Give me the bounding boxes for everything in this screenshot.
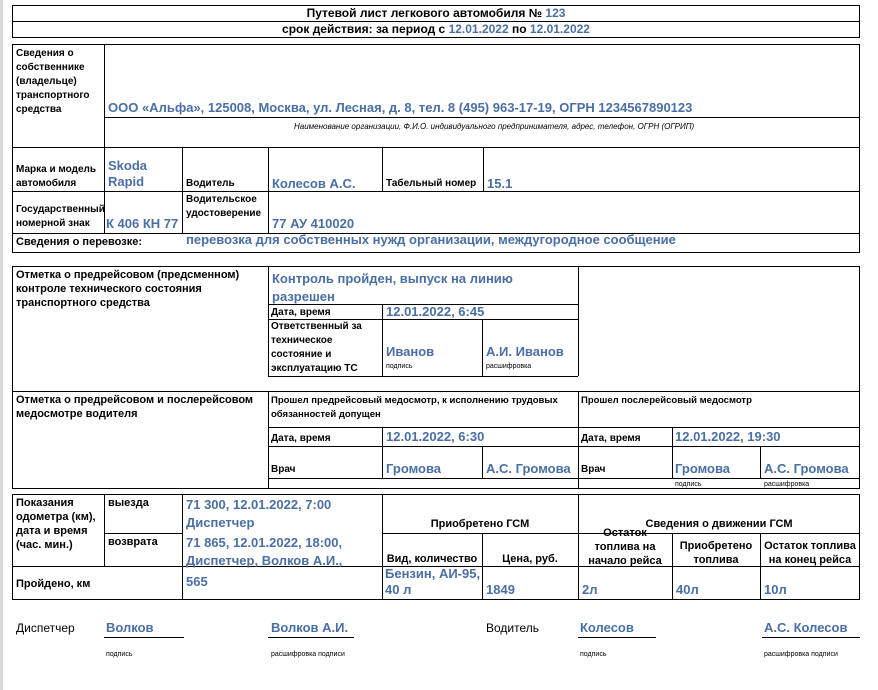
post-doctor-name: А.С. Громова [764,461,849,476]
fuel-movement-header: Сведения о движении ГСМ [645,518,793,530]
tech-status: Контроль пройден, выпуск на линию разрешен [272,271,513,304]
fuel-bought-label: Приобретено топлива [679,540,753,566]
fuel-kind-label: Вид, количество [386,553,478,565]
footer-driver-label: Водитель [486,621,540,635]
pre-datetime-label: Дата, время [271,433,331,444]
tech-datetime-value: 12.01.2022, 6:45 [386,304,485,319]
brand-label: Марка и модель автомобиля [16,164,97,189]
dispatcher-decode-caption: расшифровка подписи [271,651,345,658]
pre-med-label: Прошел предрейсовый медосмотр, к исполнению трудовых обязанностей допущен [271,395,558,420]
validity-mid: по [511,22,527,36]
driver-sign: Колесов [580,620,634,635]
tech-datetime-label: Дата, время [271,307,331,318]
fuel-end-label: Остаток топлива на конец рейса [764,540,856,566]
plate-label: Государственный номерной знак [16,204,105,229]
fuel-kind-value: Бензин, АИ-95, 40 л [385,566,481,597]
fuel-purchased-header: Приобретено ГСМ [430,518,530,530]
post-med-label: Прошел послерейсовый медосмотр [581,395,752,406]
pre-datetime-value: 12.01.2022, 6:30 [386,429,485,444]
post-decode-caption: расшифровка [764,481,810,488]
return-label: возврата [108,536,158,548]
dispatcher-sign: Волков [106,620,154,635]
license-value: 77 АУ 410020 [272,216,355,231]
depart-value: 71 300, 12.01.2022, 7:00 Диспетчер [186,497,332,530]
page-title [12,6,860,20]
brand-value: Skoda Rapid [108,158,148,189]
driver-name: А.С. Колесов [764,620,848,635]
distance-label: Пройдено, км [16,578,91,590]
owner-box [12,44,860,148]
return-value: 71 865, 12.01.2022, 18:00, Диспетчер, Волков А.И., [186,535,343,568]
tech-resp-name: А.И. Иванов [486,344,564,359]
owner-label: Сведения о собственнике (владельце) транспортного средства [16,48,90,115]
transport-value: перевозка для собственных нужд организации, междугородное сообщение [186,232,676,247]
license-label: Водительское удостоверение [186,194,262,219]
post-datetime-value: 12.01.2022, 19:30 [675,429,781,444]
fuel-price-label: Цена, руб. [502,553,558,565]
date-to: 12.01.2022 [529,22,590,36]
transport-label: Сведения о перевозке: [16,236,142,248]
tech-sign-caption: подпись [386,363,413,370]
date-from: 12.01.2022 [448,22,509,36]
dispatcher-label: Диспетчер [16,621,75,635]
pre-doctor-name: А.С. Громова [486,461,571,476]
validity-prefix: срок действия: за период с [282,22,446,36]
title-prefix: Путевой лист легкового автомобиля № [306,6,543,20]
tech-resp-label: Ответственный за техническое состояние и эксплуатацию ТС [271,321,362,374]
driver-value: Колесов А.С. [272,176,356,191]
tab-value: 15.1 [487,176,513,191]
pre-doctor-label: Врач [271,464,296,475]
post-datetime-label: Дата, время [581,433,641,444]
tech-decode-caption: расшифровка [486,363,532,370]
fuel-end-value: 10л [764,582,787,597]
driver-sign-caption: подпись [580,651,607,658]
tech-resp-sign: Иванов [386,344,435,359]
owner-caption: Наименование организации, Ф.И.О. индивидуального предпринимателя, адрес, телефон, ОГРН (ОГРИП) [294,122,695,131]
odometer-label: Показания одометра (км), дата и время (час. мин.) [16,497,96,551]
pre-doctor-sign: Громова [386,461,442,476]
post-doctor-sign: Громова [675,461,731,476]
fuel-price-value: 1849 [486,582,515,597]
fuel-start-value: 2л [582,582,598,597]
sheet-edge [0,0,3,690]
fuel-bought-value: 40л [676,582,699,597]
post-doctor-label: Врач [581,464,606,475]
medical-label: Отметка о предрейсовом и послерейсовом медосмотре водителя [16,394,254,420]
dispatcher-sign-caption: подпись [106,651,133,658]
owner-value: ООО «Альфа», 125008, Москва, ул. Лесная, д. 8, тел. 8 (495) 963-17-19, ОГРН 1234567890123 [108,100,693,115]
waybill-number: 123 [545,6,566,20]
depart-label: выезда [108,497,149,509]
tech-label: Отметка о предрейсовом (предсменном) контроле технического состояния транспортного средства [16,269,240,309]
validity-line [12,22,860,36]
dispatcher-name: Волков А.И. [271,620,349,635]
plate-value: К 406 КН 77 [106,216,179,231]
distance-value: 565 [186,574,208,589]
driver-decode-caption: расшифровка подписи [764,651,838,658]
fuel-start-label: Остаток топлива на начало рейса [588,527,662,567]
post-sign-caption: подпись [675,481,702,488]
tab-label: Табельный номер [386,178,477,189]
driver-label: Водитель [186,178,235,189]
